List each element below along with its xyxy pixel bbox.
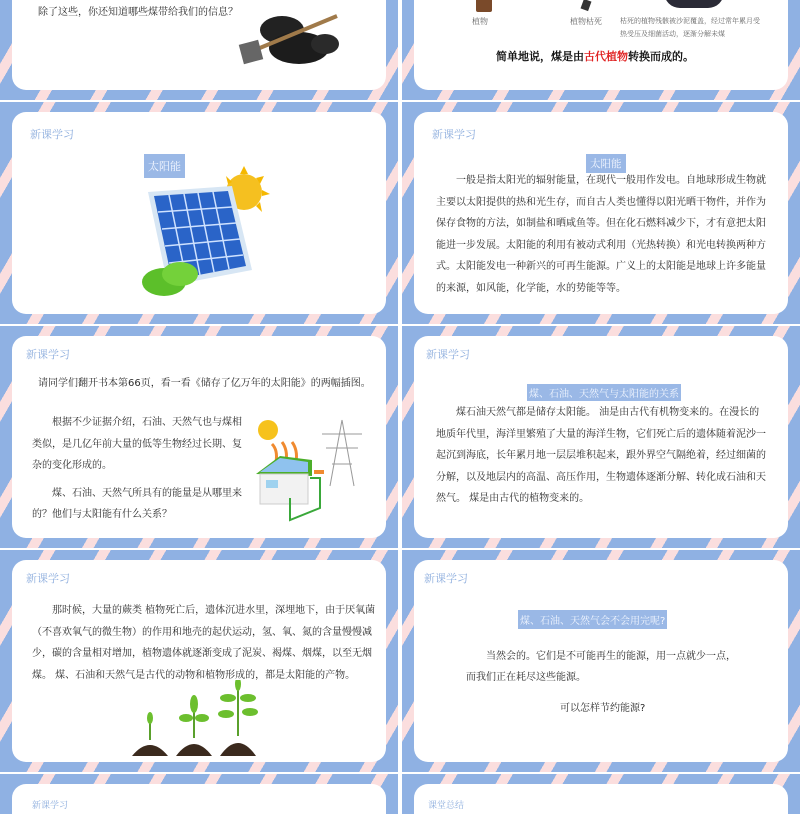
summary-suffix: 转换而成的。	[628, 50, 694, 63]
slide-solar-image[interactable]	[0, 102, 398, 324]
slide-coal-origin[interactable]	[402, 0, 800, 100]
book-para-1: 根据不少证据介绍，石油、天然气也与煤相类似，是几亿年前大量的低等生物经过长期、复杂的变化形成的。	[32, 417, 242, 471]
save-energy-question: 可以怎样节约能源?	[560, 703, 646, 714]
stage-label-dead-plant: 植物枯死	[570, 17, 602, 26]
coal-hammer-image	[227, 8, 342, 68]
run-out-line-1: 当然会的。它们是不可能再生的能源，用一点就少一点，	[486, 651, 736, 662]
slide-partial-right[interactable]	[402, 774, 800, 814]
section-header: 新课学习	[32, 801, 69, 811]
solar-body-text: 一般是指太阳光的辐射能量，在现代一般用作发电。自地球形成生物就主要以太阳提供的热和光生存，而自古人类也懂得以阳光晒干物件，并作为保存食物的方法，如制盐和晒咸鱼等。但在化石燃料减少下，才有意把太阳能进一步发展。太阳能的利用有被动式利用（光热转换）和光电转换两种方式。太阳能发电一种新兴的可再生能源。广义上的太阳能是地球上许多能量的来源，如风能，化学能，水的势能等等。	[436, 175, 766, 294]
stage-label-coal: 枯死的植物残骸被沙泥覆盖，经过常年累月受热受压及细菌活动，逐渐分解未煤	[620, 17, 760, 38]
slide-solar-text[interactable]	[402, 102, 800, 324]
solar-panel-image	[134, 162, 274, 302]
run-out-title: 煤、石油、天然气会不会用完呢?	[518, 610, 667, 629]
plant-icon	[476, 0, 492, 12]
coal-question-text: 除了这些，你还知道哪些煤带给我们的信息？	[38, 7, 238, 18]
section-header: 新课学习	[432, 128, 476, 141]
coal-formation-body	[32, 600, 380, 686]
book-paragraphs	[32, 412, 242, 526]
slide-run-out[interactable]	[402, 550, 800, 772]
section-header: 新课学习	[30, 128, 74, 141]
section-header: 新课学习	[424, 572, 468, 585]
summary-highlight: 古代植物	[584, 50, 628, 63]
solar-label: 太阳能	[144, 154, 185, 178]
slide-coal-question[interactable]	[0, 0, 398, 100]
fossil-relation-title: 煤、石油、天然气与太阳能的关系	[527, 384, 681, 401]
sprouts-image	[130, 680, 270, 760]
slide-book-reference[interactable]	[0, 326, 398, 548]
section-header: 新课学习	[426, 348, 470, 361]
solar-body	[436, 170, 766, 299]
coal-icon	[664, 0, 724, 8]
section-header: 新课学习	[26, 572, 70, 585]
fossil-relation-text: 煤石油天然气都是储存太阳能。 油是由古代有机物变来的。在漫长的地质年代里，海洋里繁殖了大量的海洋生物，它们死亡后的遗体随着泥沙一起沉到海底，长年累月地一层层堆积起来，跟外界空气隔绝着，经过细菌的分解，以及地层内的高温、高压作用，生物遗体逐渐分解、转化成石油和天然气。 煤是由古代的植物变来的。	[436, 407, 766, 504]
book-intro: 请同学们翻开书本第66页，看一看《储存了亿万年的太阳能》的两幅插图。	[38, 378, 371, 389]
coal-formation-text: 那时候，大量的蕨类 植物死亡后，遗体沉进水里，深埋地下，由于厌氧菌（不喜欢氧气的微生物）的作用和地壳的起伏运动，氢、氧、氮的含量慢慢减少，碳的含量相对增加，植物遗体就逐渐变成了泥炭、褐煤、烟煤，以至无烟煤。 煤、石油和天然气是古代的动物和植物形成的，都是太阳能的产物。	[32, 605, 376, 681]
section-header: 新课学习	[26, 348, 70, 361]
stage-label-plant: 植物	[472, 17, 488, 26]
solar-title: 太阳能	[586, 154, 626, 173]
dead-plant-icon	[581, 0, 592, 11]
fossil-relation-body	[436, 402, 766, 510]
summary	[496, 48, 694, 64]
section-header: 课堂总结	[428, 801, 465, 811]
summary-prefix: 简单地说，煤是由	[496, 50, 584, 63]
book-para-2: 煤、石油、天然气所具有的能量是从哪里来的？他们与太阳能有什么关系？	[32, 487, 242, 520]
solar-house-image	[250, 416, 380, 526]
slide-coal-formation[interactable]	[0, 550, 398, 772]
slide-fossil-relation[interactable]	[402, 326, 800, 548]
slide-partial-left[interactable]	[0, 774, 398, 814]
run-out-line-2: 而我们正在耗尽这些能源。	[466, 672, 586, 683]
